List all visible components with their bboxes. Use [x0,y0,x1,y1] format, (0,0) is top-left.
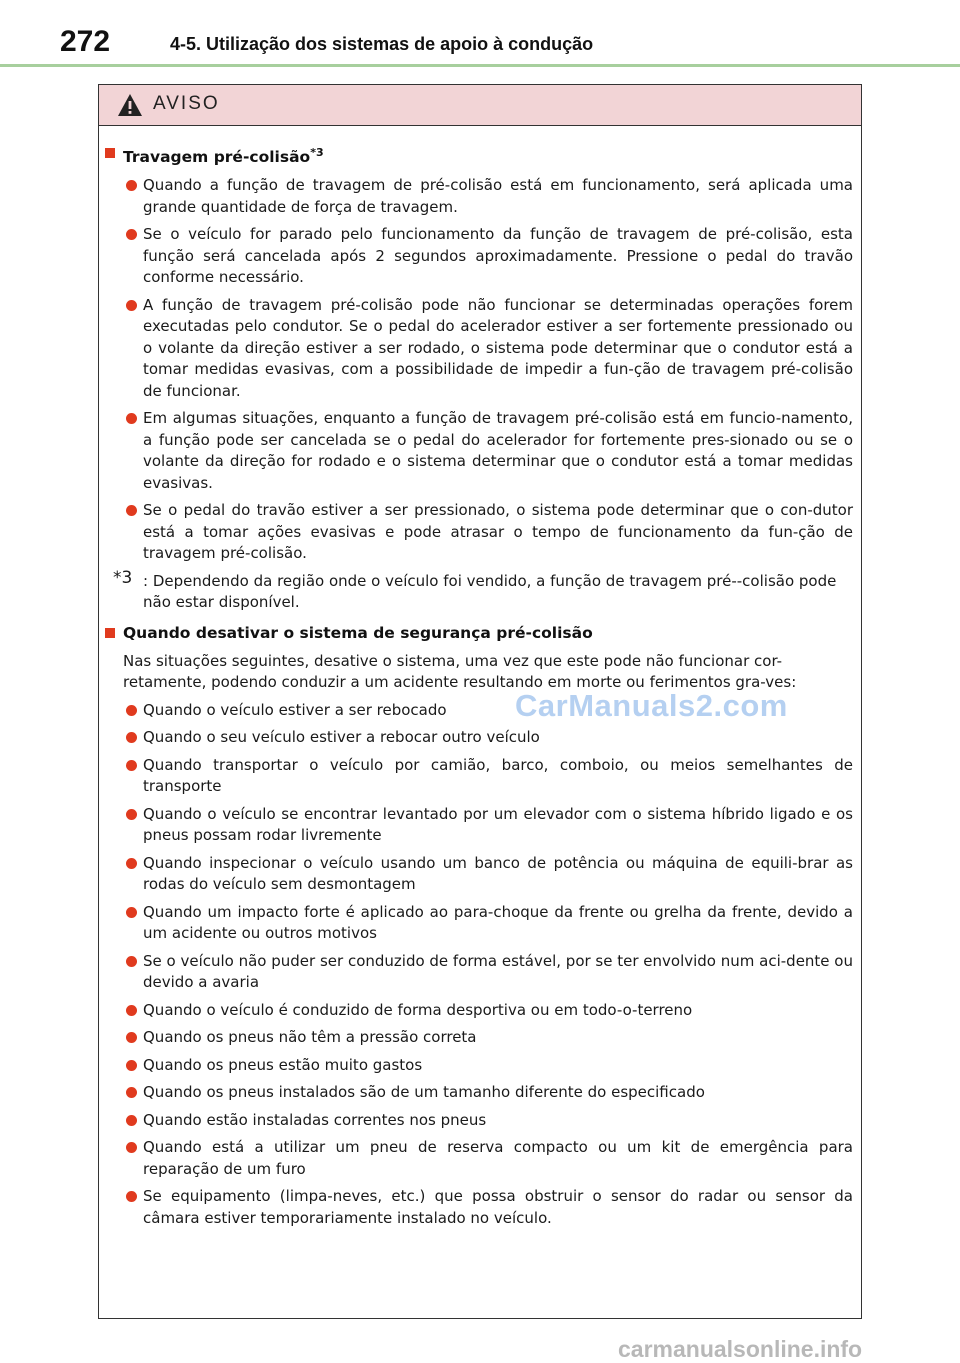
list-item: Quando o veículo estiver a ser rebocado [105,700,853,722]
warning-header [99,85,861,126]
round-bullet-icon [126,180,137,191]
round-bullet-icon [126,1032,137,1043]
round-bullet-icon [126,1191,137,1202]
list-item: Quando o veículo é conduzido de forma desportiva ou em todo-o-terreno [105,1000,853,1022]
square-bullet-icon [105,628,115,638]
list-item: Se equipamento (limpa-neves, etc.) que possa obstruir o sensor do radar ou sensor da câmara estiver temporariamente instalado no veículo. [105,1186,853,1229]
footnote-text: : Dependendo da região onde o veículo foi vendido, a função de travagem pré--colisão pode não estar disponível. [143,571,837,611]
list-item: Se o pedal do travão estiver a ser pressionado, o sistema pode determinar que o con-dutor está a tomar ações evasivas e pode atrasar o tempo de funcionamento da fun-ção de travagem pré-colisão. [105,500,853,565]
round-bullet-icon [126,229,137,240]
round-bullet-icon [126,907,137,918]
round-bullet-icon [126,1142,137,1153]
footnote-mark: *3 [113,567,133,588]
list-item: Quando a função de travagem de pré-colisão está em funcionamento, será aplicada uma grande quantidade de força de travagem. [105,175,853,218]
list-item: Quando o veículo se encontrar levantado por um elevador com o sistema híbrido ligado e os pneus possam rodar livremente [105,804,853,847]
warning-label: AVISO [153,93,220,114]
list-item: Quando os pneus instalados são de um tamanho diferente do especificado [105,1082,853,1104]
round-bullet-icon [126,1060,137,1071]
section-intro: Nas situações seguintes, desative o sistema, uma vez que este pode não funcionar cor-retamente, podendo conduzir a um acidente resultando em morte ou ferimentos gra-ves: [123,651,797,691]
round-bullet-icon [126,705,137,716]
list-item: Quando transportar o veículo por camião, barco, comboio, ou meios semelhantes de transporte [105,755,853,798]
list-item: Quando um impacto forte é aplicado ao para-choque da frente ou grelha da frente, devido a um acidente ou outros motivos [105,902,853,945]
round-bullet-icon [126,300,137,311]
square-bullet-icon [105,148,115,158]
list-item: Em algumas situações, enquanto a função de travagem pré-colisão está em funcio-namento, a função pode ser cancelada se o pedal do acelerador for fortemente pres-sionado ou se o volante da direção for rodado e o sistema determinar que o condutor está a tomar medidas evasivas. [105,408,853,494]
section-heading-pre-collision-braking [105,142,853,168]
list-item: Quando inspecionar o veículo usando um banco de potência ou máquina de equili-brar as rodas do veículo sem desmontagem [105,853,853,896]
section-heading-text: Travagem pré-colisão [123,148,311,166]
round-bullet-icon [126,1115,137,1126]
page-header [0,0,960,66]
list-item: Se o veículo for parado pelo funcionamento da função de travagem de pré-colisão, esta função será cancelada após 2 segundos aproximadamente. Pressione o pedal do travão conforme necessário. [105,224,853,289]
list-item: Quando estão instaladas correntes nos pneus [105,1110,853,1132]
section-heading-when-to-disable [105,622,853,644]
round-bullet-icon [126,1087,137,1098]
chapter-title: 4-5. Utilização dos sistemas de apoio à condução [170,34,594,54]
round-bullet-icon [126,732,137,743]
list-item: Se o veículo não puder ser conduzido de forma estável, por se ter envolvido num aci-dente ou devido a avaria [105,951,853,994]
round-bullet-icon [126,413,137,424]
section-heading-text: Quando desativar o sistema de segurança pré-colisão [123,623,593,642]
list-item: Quando os pneus não têm a pressão correta [105,1027,853,1049]
round-bullet-icon [126,956,137,967]
list-item: Quando está a utilizar um pneu de reserva compacto ou um kit de emergência para reparação de um furo [105,1137,853,1180]
list-item: Quando o seu veículo estiver a rebocar outro veículo [105,727,853,749]
round-bullet-icon [126,760,137,771]
header-rule [0,64,960,67]
list-item: A função de travagem pré-colisão pode não funcionar se determinadas operações forem executadas pelo condutor. Se o pedal do acelerador estiver a ser fortemente pressionado ou o volante da direção estiver a ser rodado, o sistema pode determinar que o condutor está a tomar medidas evasivas, com a possibilidade de impedir a fun-ção de travagem pré-colisão de funcionar. [105,295,853,403]
warning-triangle-icon [117,93,143,117]
footnote-superscript: *3 [310,146,324,159]
list-item: Quando os pneus estão muito gastos [105,1055,853,1077]
watermark-carmanualsonline: carmanualsonline.info [618,1336,863,1362]
page-number: 272 [60,25,111,58]
round-bullet-icon [126,858,137,869]
round-bullet-icon [126,1005,137,1016]
footnote [105,567,853,614]
round-bullet-icon [126,505,137,516]
watermark-carmanuals2: CarManuals2.com [515,688,788,723]
round-bullet-icon [126,809,137,820]
warning-body [99,126,861,1229]
